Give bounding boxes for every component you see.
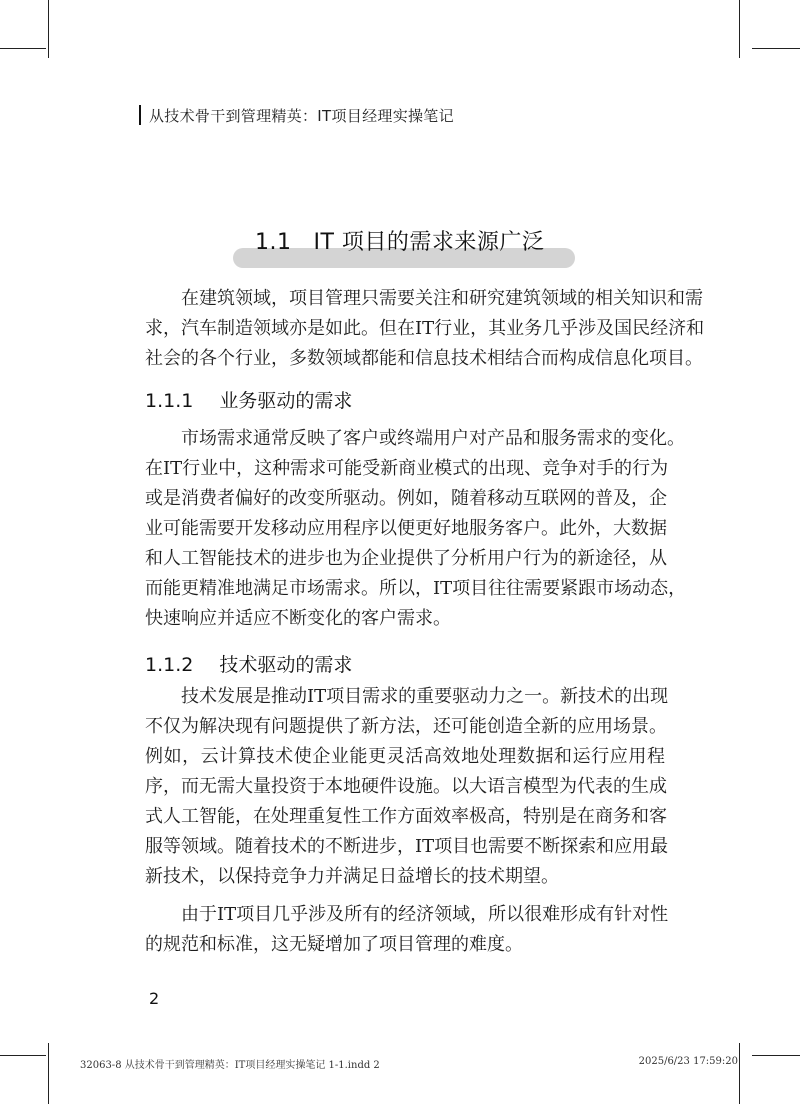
text-line: 或是消费者偏好的改变所驱动。例如，随着移动互联网的普及，企 xyxy=(145,488,667,509)
text-line: 式人工智能，在处理重复性工作方面效率极高，特别是在商务和客 xyxy=(145,806,667,827)
page-number: 2 xyxy=(149,989,160,1008)
paragraph xyxy=(145,424,687,634)
crop-mark xyxy=(752,48,800,49)
slug-right: 2025/6/23 17:59:20 xyxy=(638,1056,738,1067)
crop-mark xyxy=(48,1043,49,1104)
text-line: 新技术，以保持竞争力并满足日益增长的技术期望。 xyxy=(145,866,559,887)
text-line: 在建筑领域，项目管理只需要关注和研究建筑领域的相关知识和需 xyxy=(181,288,703,309)
crop-mark xyxy=(0,1055,46,1056)
text-line: 不仅为解决现有问题提供了新方法，还可能创造全新的应用场景。 xyxy=(145,716,667,737)
text-line: 服等领域。随着技术的不断进步，IT项目也需要不断探索和应用最 xyxy=(145,836,669,857)
text-line: 而能更精准地满足市场需求。所以，IT项目往往需要紧跟市场动态， xyxy=(145,578,687,599)
text-line: 业可能需要开发移动应用程序以便更好地服务客户。此外，大数据 xyxy=(145,518,667,539)
section-title-label xyxy=(255,225,544,256)
text-line: 技术发展是推动IT项目需求的重要驱动力之一。新技术的出现 xyxy=(181,686,669,707)
crop-mark xyxy=(48,0,49,58)
subsection-title: 技术驱动的需求 xyxy=(219,654,353,676)
text-line: 序，而无需大量投资于本地硬件设施。以大语言模型为代表的生成 xyxy=(145,776,667,797)
text-line: 的规范和标准，这无疑增加了项目管理的难度。 xyxy=(145,934,523,955)
text-line: 市场需求通常反映了客户或终端用户对产品和服务需求的变化。 xyxy=(181,428,685,449)
text-line: 求，汽车制造领域亦是如此。但在IT行业，其业务几乎涉及国民经济和 xyxy=(145,318,705,339)
subsection-heading xyxy=(145,650,352,677)
section-number: 1.1 xyxy=(255,230,292,255)
text-line: 快速响应并适应不断变化的客户需求。 xyxy=(145,608,451,629)
crop-mark xyxy=(752,1055,800,1056)
paragraph xyxy=(145,682,669,892)
running-header-text: 从技术骨干到管理精英：IT项目经理实操笔记 xyxy=(149,106,454,125)
text-line: 社会的各个行业，多数领域都能和信息技术相结合而构成信息化项目。 xyxy=(145,348,703,369)
crop-mark xyxy=(0,48,46,49)
slug-left: 32063-8 从技术骨干到管理精英：IT项目经理实操笔记 1-1.indd 2 xyxy=(80,1060,380,1071)
subsection-title: 业务驱动的需求 xyxy=(219,390,353,412)
text-line: 和人工智能技术的进步也为企业提供了分析用户行为的新途径，从 xyxy=(145,548,667,569)
text-line: 由于IT项目几乎涉及所有的经济领域，所以很难形成有针对性 xyxy=(181,904,669,925)
section-title xyxy=(233,222,575,262)
header-rule xyxy=(139,105,141,125)
section-title-text: IT 项目的需求来源广泛 xyxy=(313,230,545,255)
subsection-number: 1.1.1 xyxy=(145,390,194,412)
text-line: 在IT行业中，这种需求可能受新商业模式的出现、竞争对手的行为 xyxy=(145,458,669,479)
running-header xyxy=(139,104,454,126)
crop-mark xyxy=(739,1043,740,1104)
crop-mark xyxy=(739,0,740,58)
subsection-number: 1.1.2 xyxy=(145,654,194,676)
intro-paragraph xyxy=(145,284,705,374)
closing-paragraph xyxy=(145,900,669,960)
text-line: 例如，云计算技术使企业能更灵活高效地处理数据和运行应用程 xyxy=(145,746,665,767)
subsection-heading xyxy=(145,386,352,413)
